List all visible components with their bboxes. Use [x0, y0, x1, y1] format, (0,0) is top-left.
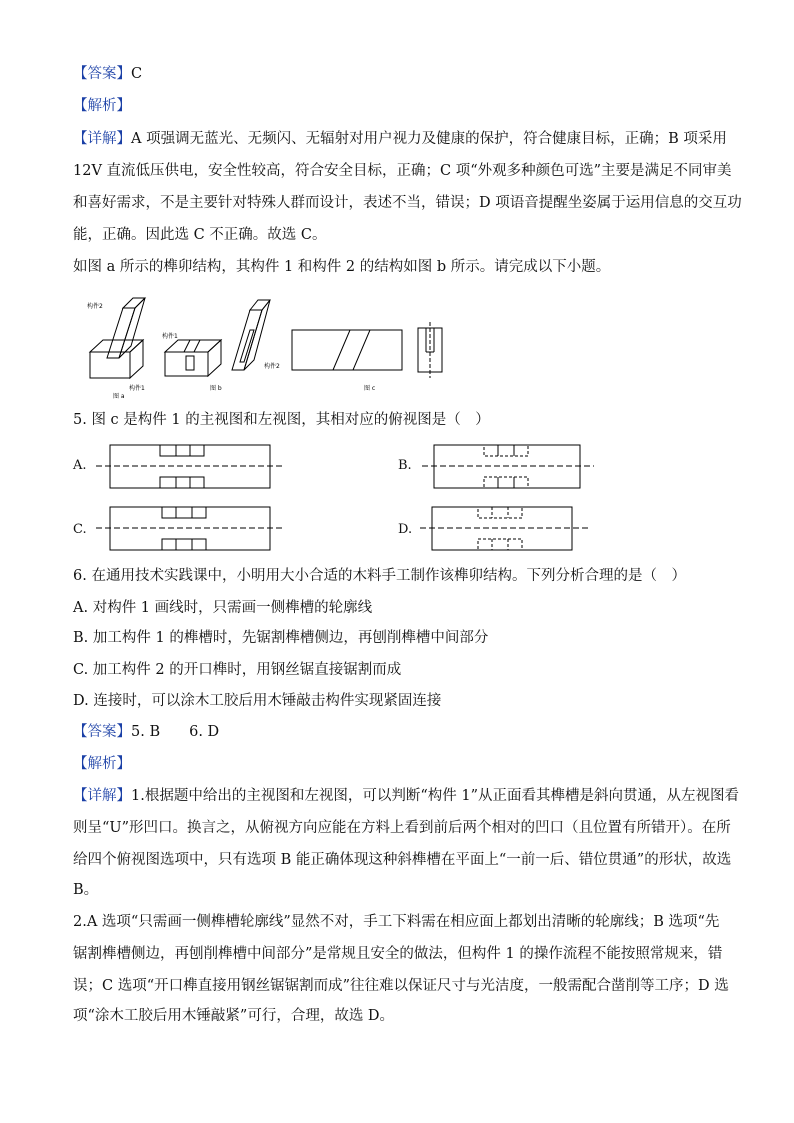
fig-b-label-part2: 构件2 — [264, 363, 280, 370]
fig-a-label-part1: 构件1 — [129, 385, 145, 392]
fig-a-caption: 图 a — [113, 393, 125, 400]
q5-option-c-figure — [90, 504, 290, 554]
q6-option-b: B. 加工构件 1 的榫槽时，先锯割榫槽侧边，再刨削榫槽中间部分 — [73, 630, 489, 646]
detail-line-2-5: 锯割榫槽侧边，再刨削榫槽中间部分”是常规且安全的做法，但构件 1 的操作流程不能按照常规来，错 — [73, 946, 723, 962]
detail-line-1-1: 12V 直流低压供电，安全性较高，符合安全目标，正确；C 项“外观多种颜色可选”主要是满足不同审美 — [73, 163, 732, 179]
detail-line-2-0 — [73, 786, 739, 806]
q5-stem: 5. 图 c 是构件 1 的主视图和左视图，其相对应的俯视图是（ ） — [73, 412, 490, 428]
q5-option-a-figure — [90, 442, 290, 492]
answer-line-1 — [73, 64, 142, 84]
q5-option-b-label: B. — [398, 458, 412, 473]
detail-tag: 【详解】 — [73, 131, 131, 147]
answer-value: 5. B 6. D — [131, 724, 220, 740]
detail-line-2-2: 给四个俯视图选项中，只有选项 B 能正确体现这种斜榫槽在平面上“一前一后、错位贯通”的形状，故选 — [73, 852, 732, 868]
q6-option-d: D. 连接时，可以涂木工胶后用木锤敲击构件实现紧固连接 — [73, 693, 442, 709]
detail-line-2-7: 项“涂木工胶后用木锤敲紧”可行，合理，故选 D。 — [73, 1008, 395, 1024]
detail-line-1-3: 能，正确。因此选 C 不正确。故选 C。 — [73, 227, 327, 243]
q6-option-c: C. 加工构件 2 的开口榫时，用钢丝锯直接锯割而成 — [73, 662, 402, 678]
detail-line-2-3: B。 — [73, 882, 99, 898]
analysis-heading-1 — [73, 96, 131, 116]
q5-option-a-label: A. — [73, 458, 87, 473]
analysis-tag: 【解析】 — [73, 98, 131, 114]
detail-line-2-6: 误；C 选项“开口榫直接用钢丝锯锯割而成”往往难以保证尺寸与光洁度，一般需配合凿削等工序；D 选 — [73, 978, 729, 994]
figure-c — [288, 290, 473, 400]
fig-b-caption: 图 b — [210, 385, 222, 392]
answer-tag: 【答案】 — [73, 724, 131, 740]
detail-line-2-1: 则呈“U”形凹口。换言之，从俯视方向应能在方料上看到前后两个相对的凹口（且位置有所错开）。在所 — [73, 820, 731, 836]
figure-a — [85, 290, 155, 400]
detail-line-2-4: 2.A 选项“只需画一侧榫槽轮廓线”显然不对，手工下料需在相应面上都划出清晰的轮廓线；B 选项“先 — [73, 914, 720, 930]
fig-c-caption: 图 c — [364, 385, 376, 392]
q5-option-b-figure — [418, 442, 598, 492]
analysis-heading-2 — [73, 754, 131, 774]
q6-option-a: A. 对构件 1 画线时，只需画一侧榫槽的轮廓线 — [73, 600, 373, 616]
detail-line-1-0 — [73, 129, 727, 149]
answer-line-2 — [73, 722, 219, 742]
detail-text: A 项强调无蓝光、无频闪、无辐射对用户视力及健康的保护，符合健康目标，正确；B 项采用 — [131, 131, 727, 147]
q5-option-d-label: D. — [398, 522, 413, 537]
figure-b — [160, 290, 290, 400]
intro-text: 如图 a 所示的榫卯结构，其构件 1 和构件 2 的结构如图 b 所示。请完成以下小题。 — [73, 259, 611, 275]
fig-b-label-part1: 构件1 — [162, 333, 178, 340]
fig-a-label-part2: 构件2 — [87, 303, 103, 310]
q5-option-d-figure — [418, 504, 598, 554]
analysis-tag: 【解析】 — [73, 756, 131, 772]
q5-option-c-label: C. — [73, 522, 87, 537]
detail-line-1-2: 和喜好需求，不是主要针对特殊人群而设计，表述不当，错误；D 项语音提醒坐姿属于运用信息的交互功 — [73, 195, 742, 211]
answer-tag: 【答案】 — [73, 66, 131, 82]
answer-value: C — [131, 66, 143, 82]
q6-stem: 6. 在通用技术实践课中，小明用大小合适的木料手工制作该榫卯结构。下列分析合理的是（ ） — [73, 568, 686, 584]
detail-tag: 【详解】 — [73, 788, 131, 804]
detail-text: 1.根据题中给出的主视图和左视图，可以判断“构件 1”从正面看其榫槽是斜向贯通，从左视图看 — [131, 788, 739, 804]
